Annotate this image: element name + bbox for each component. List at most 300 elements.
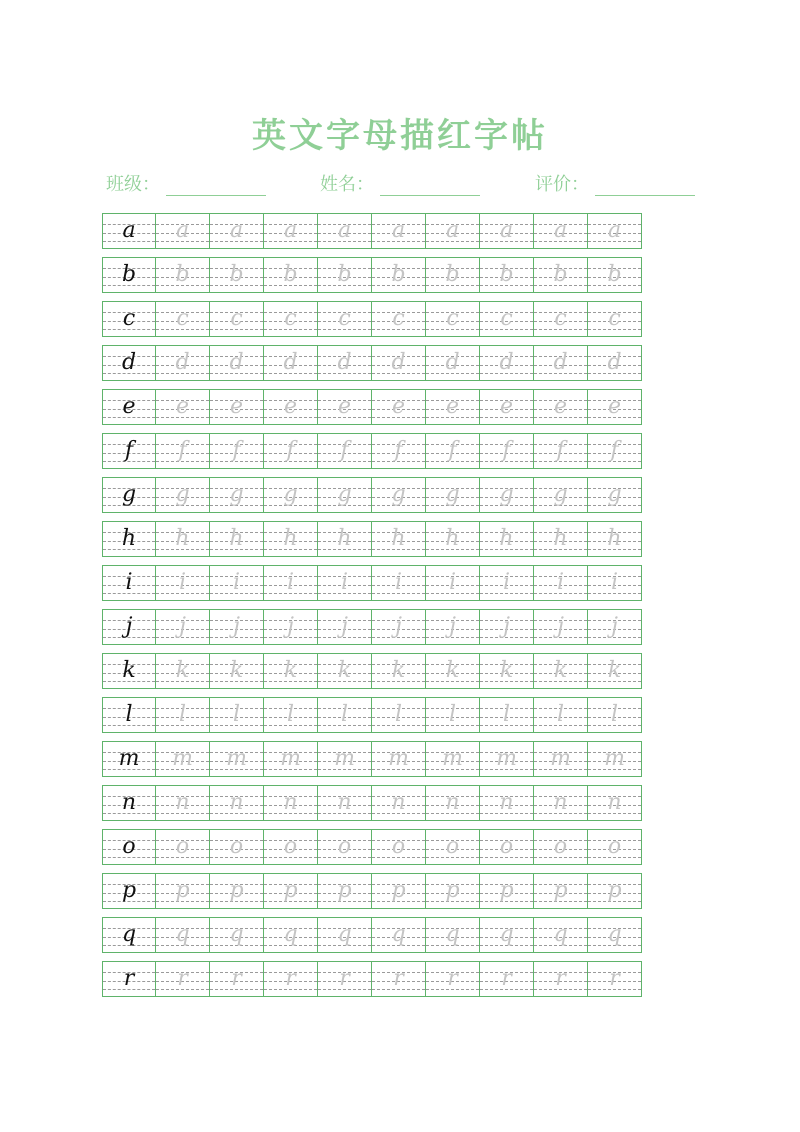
trace-cell[interactable]: [480, 961, 534, 997]
trace-cell[interactable]: [264, 345, 318, 381]
trace-letter: o: [607, 834, 622, 859]
trace-cell[interactable]: [318, 653, 372, 689]
trace-cell[interactable]: [588, 213, 642, 249]
trace-cell[interactable]: [264, 389, 318, 425]
trace-cell[interactable]: [480, 301, 534, 337]
trace-cell[interactable]: [156, 873, 210, 909]
trace-cell[interactable]: [534, 741, 588, 777]
model-cell[interactable]: [102, 829, 156, 865]
trace-cell[interactable]: [210, 609, 264, 645]
trace-cell[interactable]: [426, 961, 480, 997]
trace-cell[interactable]: [156, 345, 210, 381]
model-cell[interactable]: [102, 565, 156, 601]
model-cell[interactable]: [102, 653, 156, 689]
trace-cell[interactable]: [480, 741, 534, 777]
trace-cell[interactable]: [372, 565, 426, 601]
trace-cell[interactable]: [210, 389, 264, 425]
trace-cell[interactable]: [480, 785, 534, 821]
trace-letter: r: [501, 966, 512, 991]
trace-cell[interactable]: [210, 477, 264, 513]
trace-letter: m: [226, 746, 247, 771]
trace-cell[interactable]: [534, 697, 588, 733]
trace-letter: q: [445, 922, 460, 947]
trace-cell[interactable]: [210, 213, 264, 249]
trace-letter: c: [284, 306, 297, 331]
trace-letter: m: [550, 746, 571, 771]
letter-row-o: [102, 829, 696, 865]
trace-letter: f: [448, 438, 457, 463]
trace-cell[interactable]: [264, 477, 318, 513]
evaluation-label: 评价：: [535, 174, 589, 195]
model-cell[interactable]: [102, 433, 156, 469]
trace-letter: p: [175, 878, 190, 903]
trace-cell[interactable]: [480, 609, 534, 645]
model-cell[interactable]: [102, 389, 156, 425]
trace-cell[interactable]: [372, 345, 426, 381]
trace-letter: k: [607, 658, 622, 683]
trace-cell[interactable]: [318, 829, 372, 865]
trace-letter: e: [607, 394, 622, 419]
trace-letter: b: [607, 262, 622, 287]
trace-cell[interactable]: [480, 477, 534, 513]
trace-cell[interactable]: [426, 213, 480, 249]
model-letter: m: [118, 746, 140, 771]
trace-letter: j: [395, 614, 402, 639]
trace-cell[interactable]: [210, 961, 264, 997]
trace-cell[interactable]: [426, 565, 480, 601]
trace-letter: k: [337, 658, 352, 683]
trace-cell[interactable]: [210, 741, 264, 777]
trace-cell[interactable]: [156, 609, 210, 645]
trace-cell[interactable]: [480, 829, 534, 865]
trace-letter: i: [610, 570, 619, 595]
trace-letter: e: [283, 394, 298, 419]
trace-letter: k: [175, 658, 190, 683]
trace-letter: c: [446, 306, 459, 331]
trace-cell[interactable]: [156, 697, 210, 733]
trace-letter: m: [172, 746, 193, 771]
model-cell[interactable]: [102, 785, 156, 821]
trace-cell[interactable]: [156, 785, 210, 821]
trace-cell[interactable]: [372, 741, 426, 777]
trace-cell[interactable]: [372, 917, 426, 953]
trace-letter: d: [553, 350, 568, 375]
trace-cell[interactable]: [210, 433, 264, 469]
model-cell[interactable]: [102, 917, 156, 953]
model-letter: n: [121, 790, 137, 815]
trace-cell[interactable]: [156, 829, 210, 865]
trace-cell[interactable]: [318, 609, 372, 645]
trace-letter: g: [499, 482, 514, 507]
trace-letter: p: [499, 878, 514, 903]
trace-cell[interactable]: [210, 697, 264, 733]
trace-cell[interactable]: [210, 345, 264, 381]
trace-cell[interactable]: [318, 697, 372, 733]
letter-row-b: [102, 257, 696, 293]
trace-cell[interactable]: [480, 653, 534, 689]
trace-cell[interactable]: [426, 785, 480, 821]
trace-cell[interactable]: [372, 433, 426, 469]
trace-cell[interactable]: [264, 433, 318, 469]
trace-cell[interactable]: [588, 477, 642, 513]
trace-cell[interactable]: [372, 301, 426, 337]
model-letter: l: [125, 702, 133, 727]
trace-cell[interactable]: [588, 301, 642, 337]
trace-letter: d: [445, 350, 460, 375]
trace-cell[interactable]: [588, 433, 642, 469]
trace-cell[interactable]: [318, 213, 372, 249]
trace-cell[interactable]: [372, 609, 426, 645]
trace-letter: l: [232, 702, 241, 727]
trace-cell[interactable]: [318, 301, 372, 337]
trace-letter: i: [340, 570, 349, 595]
trace-cell[interactable]: [210, 873, 264, 909]
trace-letter: c: [230, 306, 243, 331]
trace-cell[interactable]: [588, 565, 642, 601]
trace-cell[interactable]: [534, 389, 588, 425]
trace-cell[interactable]: [156, 917, 210, 953]
trace-letter: l: [448, 702, 457, 727]
trace-letter: a: [175, 218, 190, 243]
trace-cell[interactable]: [264, 917, 318, 953]
trace-cell[interactable]: [588, 609, 642, 645]
trace-cell[interactable]: [534, 521, 588, 557]
trace-letter: c: [500, 306, 513, 331]
trace-cell[interactable]: [372, 653, 426, 689]
trace-cell[interactable]: [426, 345, 480, 381]
model-cell[interactable]: [102, 873, 156, 909]
trace-cell[interactable]: [426, 829, 480, 865]
trace-letter: r: [555, 966, 566, 991]
trace-cell[interactable]: [534, 433, 588, 469]
model-cell[interactable]: [102, 477, 156, 513]
trace-letter: h: [445, 526, 460, 551]
trace-cell[interactable]: [426, 257, 480, 293]
trace-letter: a: [445, 218, 460, 243]
trace-letter: l: [394, 702, 403, 727]
trace-cell[interactable]: [426, 389, 480, 425]
trace-cell[interactable]: [426, 477, 480, 513]
trace-cell[interactable]: [264, 697, 318, 733]
trace-letter: i: [448, 570, 457, 595]
trace-letter: j: [557, 614, 564, 639]
trace-cell[interactable]: [588, 697, 642, 733]
trace-letter: j: [179, 614, 186, 639]
trace-letter: q: [553, 922, 568, 947]
trace-cell[interactable]: [156, 565, 210, 601]
trace-cell[interactable]: [318, 521, 372, 557]
trace-cell[interactable]: [480, 213, 534, 249]
trace-cell[interactable]: [210, 257, 264, 293]
letter-row-h: [102, 521, 696, 557]
trace-cell[interactable]: [534, 213, 588, 249]
trace-cell[interactable]: [318, 565, 372, 601]
trace-letter: r: [177, 966, 188, 991]
trace-cell[interactable]: [426, 433, 480, 469]
trace-cell[interactable]: [264, 653, 318, 689]
trace-cell[interactable]: [534, 917, 588, 953]
model-cell[interactable]: [102, 301, 156, 337]
trace-letter: f: [556, 438, 565, 463]
trace-letter: h: [607, 526, 622, 551]
trace-cell[interactable]: [480, 389, 534, 425]
trace-letter: i: [502, 570, 511, 595]
trace-letter: i: [178, 570, 187, 595]
trace-letter: l: [178, 702, 187, 727]
trace-cell[interactable]: [318, 433, 372, 469]
trace-cell[interactable]: [426, 917, 480, 953]
trace-cell[interactable]: [426, 873, 480, 909]
trace-cell[interactable]: [534, 653, 588, 689]
trace-cell[interactable]: [534, 829, 588, 865]
trace-letter: m: [388, 746, 409, 771]
letter-row-e: [102, 389, 696, 425]
trace-cell[interactable]: [318, 961, 372, 997]
trace-cell[interactable]: [426, 521, 480, 557]
trace-cell[interactable]: [210, 521, 264, 557]
model-letter: j: [125, 614, 133, 639]
trace-letter: q: [607, 922, 622, 947]
trace-letter: r: [339, 966, 350, 991]
trace-letter: o: [553, 834, 568, 859]
trace-cell[interactable]: [426, 653, 480, 689]
trace-letter: o: [175, 834, 190, 859]
letter-row-l: [102, 697, 696, 733]
trace-letter: q: [391, 922, 406, 947]
trace-cell[interactable]: [318, 345, 372, 381]
trace-cell[interactable]: [426, 697, 480, 733]
trace-letter: k: [553, 658, 568, 683]
trace-cell[interactable]: [588, 257, 642, 293]
trace-cell[interactable]: [318, 741, 372, 777]
trace-letter: g: [553, 482, 568, 507]
letter-row-d: [102, 345, 696, 381]
model-cell[interactable]: [102, 741, 156, 777]
trace-letter: n: [499, 790, 514, 815]
trace-letter: o: [283, 834, 298, 859]
trace-cell[interactable]: [156, 477, 210, 513]
trace-cell[interactable]: [264, 565, 318, 601]
trace-letter: a: [499, 218, 514, 243]
trace-cell[interactable]: [264, 961, 318, 997]
trace-letter: a: [337, 218, 352, 243]
class-input-line[interactable]: [166, 175, 266, 196]
trace-cell[interactable]: [588, 521, 642, 557]
trace-letter: m: [280, 746, 301, 771]
trace-letter: e: [553, 394, 568, 419]
trace-cell[interactable]: [210, 653, 264, 689]
model-cell[interactable]: [102, 213, 156, 249]
trace-letter: p: [553, 878, 568, 903]
trace-cell[interactable]: [372, 785, 426, 821]
trace-cell[interactable]: [588, 785, 642, 821]
model-letter: a: [122, 218, 136, 243]
model-letter: b: [121, 262, 137, 287]
trace-letter: h: [391, 526, 406, 551]
trace-letter: n: [607, 790, 622, 815]
trace-letter: p: [283, 878, 298, 903]
model-cell[interactable]: [102, 257, 156, 293]
trace-cell[interactable]: [534, 301, 588, 337]
trace-letter: r: [393, 966, 404, 991]
trace-letter: m: [442, 746, 463, 771]
trace-cell[interactable]: [534, 785, 588, 821]
evaluation-input-line[interactable]: [595, 175, 695, 196]
trace-letter: b: [391, 262, 406, 287]
trace-letter: d: [607, 350, 622, 375]
trace-cell[interactable]: [318, 477, 372, 513]
trace-cell[interactable]: [534, 565, 588, 601]
trace-letter: c: [338, 306, 351, 331]
trace-cell[interactable]: [588, 873, 642, 909]
trace-cell[interactable]: [372, 213, 426, 249]
trace-letter: h: [553, 526, 568, 551]
trace-cell[interactable]: [480, 521, 534, 557]
trace-cell[interactable]: [318, 917, 372, 953]
trace-letter: o: [499, 834, 514, 859]
trace-cell[interactable]: [372, 697, 426, 733]
trace-cell[interactable]: [210, 301, 264, 337]
model-letter: k: [122, 658, 136, 683]
trace-cell[interactable]: [480, 917, 534, 953]
trace-cell[interactable]: [318, 785, 372, 821]
trace-cell[interactable]: [480, 697, 534, 733]
page-title: 英文字母描红字帖: [252, 116, 548, 156]
trace-letter: j: [341, 614, 348, 639]
trace-letter: j: [449, 614, 456, 639]
trace-letter: g: [337, 482, 352, 507]
trace-cell[interactable]: [480, 433, 534, 469]
trace-letter: f: [610, 438, 619, 463]
trace-cell[interactable]: [480, 257, 534, 293]
trace-cell[interactable]: [156, 521, 210, 557]
trace-cell[interactable]: [480, 873, 534, 909]
trace-letter: f: [286, 438, 295, 463]
trace-cell[interactable]: [426, 741, 480, 777]
model-cell[interactable]: [102, 345, 156, 381]
trace-cell[interactable]: [264, 829, 318, 865]
trace-cell[interactable]: [534, 609, 588, 645]
trace-cell[interactable]: [372, 961, 426, 997]
trace-letter: b: [337, 262, 352, 287]
model-letter: d: [121, 350, 137, 375]
trace-letter: b: [175, 262, 190, 287]
trace-letter: n: [229, 790, 244, 815]
trace-cell[interactable]: [156, 213, 210, 249]
trace-cell[interactable]: [264, 301, 318, 337]
trace-letter: j: [503, 614, 510, 639]
trace-cell[interactable]: [156, 301, 210, 337]
trace-cell[interactable]: [534, 873, 588, 909]
trace-cell[interactable]: [264, 609, 318, 645]
trace-letter: a: [391, 218, 406, 243]
trace-cell[interactable]: [588, 345, 642, 381]
trace-cell[interactable]: [534, 345, 588, 381]
trace-cell[interactable]: [588, 961, 642, 997]
model-cell[interactable]: [102, 961, 156, 997]
trace-letter: e: [499, 394, 514, 419]
trace-letter: i: [286, 570, 295, 595]
trace-letter: d: [283, 350, 298, 375]
trace-cell[interactable]: [534, 257, 588, 293]
trace-cell[interactable]: [318, 257, 372, 293]
trace-cell[interactable]: [372, 389, 426, 425]
trace-letter: g: [283, 482, 298, 507]
trace-letter: a: [607, 218, 622, 243]
trace-cell[interactable]: [264, 257, 318, 293]
model-cell[interactable]: [102, 609, 156, 645]
model-letter: e: [122, 394, 136, 419]
trace-letter: h: [283, 526, 298, 551]
name-input-line[interactable]: [380, 175, 480, 196]
letter-row-q: [102, 917, 696, 953]
trace-cell[interactable]: [210, 829, 264, 865]
trace-cell[interactable]: [156, 433, 210, 469]
trace-cell[interactable]: [264, 213, 318, 249]
trace-cell[interactable]: [372, 873, 426, 909]
trace-cell[interactable]: [318, 873, 372, 909]
trace-cell[interactable]: [372, 257, 426, 293]
letter-row-f: [102, 433, 696, 469]
trace-cell[interactable]: [264, 741, 318, 777]
trace-cell[interactable]: [588, 389, 642, 425]
trace-letter: a: [229, 218, 244, 243]
trace-cell[interactable]: [210, 917, 264, 953]
trace-letter: c: [608, 306, 621, 331]
trace-cell[interactable]: [156, 741, 210, 777]
trace-cell[interactable]: [372, 477, 426, 513]
model-cell[interactable]: [102, 697, 156, 733]
trace-cell[interactable]: [264, 785, 318, 821]
trace-cell[interactable]: [156, 961, 210, 997]
trace-cell[interactable]: [156, 653, 210, 689]
model-cell[interactable]: [102, 521, 156, 557]
model-letter: r: [123, 966, 135, 991]
trace-cell[interactable]: [588, 917, 642, 953]
trace-cell[interactable]: [264, 521, 318, 557]
trace-cell[interactable]: [372, 829, 426, 865]
trace-cell[interactable]: [480, 345, 534, 381]
trace-cell[interactable]: [426, 609, 480, 645]
trace-cell[interactable]: [534, 477, 588, 513]
trace-letter: b: [553, 262, 568, 287]
trace-cell[interactable]: [156, 257, 210, 293]
trace-cell[interactable]: [480, 565, 534, 601]
trace-letter: a: [283, 218, 298, 243]
trace-cell[interactable]: [318, 389, 372, 425]
name-field: [320, 170, 480, 196]
trace-letter: l: [286, 702, 295, 727]
trace-letter: g: [391, 482, 406, 507]
trace-letter: f: [178, 438, 187, 463]
trace-cell[interactable]: [264, 873, 318, 909]
trace-cell[interactable]: [210, 785, 264, 821]
trace-cell[interactable]: [210, 565, 264, 601]
trace-cell[interactable]: [588, 829, 642, 865]
trace-cell[interactable]: [426, 301, 480, 337]
trace-cell[interactable]: [588, 653, 642, 689]
trace-cell[interactable]: [588, 741, 642, 777]
class-field: [106, 170, 266, 196]
evaluation-field: [535, 170, 695, 196]
trace-letter: q: [337, 922, 352, 947]
trace-letter: d: [499, 350, 514, 375]
trace-letter: a: [553, 218, 568, 243]
trace-cell[interactable]: [534, 961, 588, 997]
trace-letter: d: [229, 350, 244, 375]
trace-cell[interactable]: [156, 389, 210, 425]
trace-cell[interactable]: [372, 521, 426, 557]
